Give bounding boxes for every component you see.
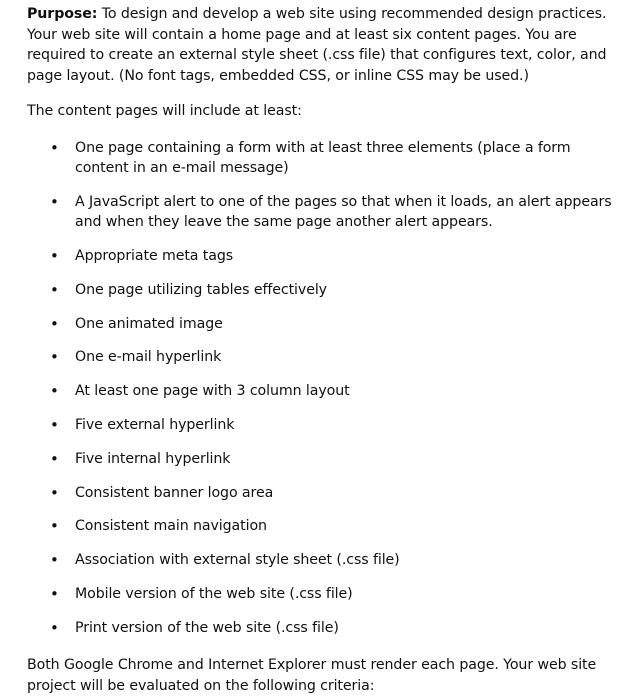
list-item — [27, 246, 612, 267]
bullet-icon: • — [50, 314, 59, 333]
list-item-text: At least one page with 3 column layout — [75, 383, 350, 400]
intro-paragraph: The content pages will include at least: — [27, 103, 302, 119]
document-body — [27, 0, 612, 696]
bullet-icon: • — [50, 382, 59, 401]
list-item — [27, 516, 612, 537]
list-item — [27, 483, 612, 504]
list-item-text: Consistent main navigation — [75, 518, 267, 535]
list-item-text: One animated image — [75, 315, 223, 332]
bullet-icon: • — [50, 483, 59, 502]
list-item — [27, 314, 612, 335]
bullet-icon: • — [50, 280, 59, 299]
list-item — [27, 381, 612, 402]
purpose-label: Purpose: — [27, 6, 98, 22]
bullet-icon: • — [50, 247, 59, 266]
list-item — [27, 138, 612, 179]
purpose-text: To design and develop a web site using recommended design practices. Your web site will contain a home page and at least six content pages. You are required to create an external style sheet (.css file) that configures text, color, and page layout. (No font tags, embedded CSS, or inline CSS may be used.) — [27, 6, 607, 84]
list-item-text: A JavaScript alert to one of the pages so that when it loads, an alert appears and when they leave the same page another alert appears. — [75, 193, 612, 231]
bullet-icon: • — [50, 138, 59, 157]
list-item-text: Mobile version of the web site (.css file) — [75, 586, 353, 603]
bullet-icon: • — [50, 618, 59, 637]
list-item — [27, 449, 612, 470]
list-item-text: Association with external style sheet (.css file) — [75, 552, 400, 569]
list-item — [27, 347, 612, 368]
list-item — [27, 618, 612, 639]
bullet-icon: • — [50, 449, 59, 468]
bullet-icon: • — [50, 585, 59, 604]
bullet-icon: • — [50, 192, 59, 211]
requirements-list — [27, 138, 612, 639]
list-item — [27, 550, 612, 571]
purpose-paragraph — [27, 0, 612, 86]
list-item-text: One e-mail hyperlink — [75, 349, 222, 366]
list-item-text: One page containing a form with at least three elements (place a form content in an e-mail message) — [75, 139, 571, 176]
list-item — [27, 415, 612, 436]
outro-paragraph: Both Google Chrome and Internet Explorer must render each page. Your web site project will be evaluated on the following criteria: — [27, 657, 597, 694]
list-item-text: Appropriate meta tags — [75, 248, 234, 265]
list-item-text: One page utilizing tables effectively — [75, 281, 327, 298]
list-item — [27, 280, 612, 301]
list-item — [27, 584, 612, 605]
list-item-text: Print version of the web site (.css file) — [75, 619, 339, 636]
list-item-text: Five internal hyperlink — [75, 450, 231, 467]
bullet-icon: • — [50, 517, 59, 536]
list-item-text: Five external hyperlink — [75, 417, 235, 434]
bullet-icon: • — [50, 416, 59, 435]
bullet-icon: • — [50, 551, 59, 570]
bullet-icon: • — [50, 348, 59, 367]
list-item — [27, 192, 612, 233]
list-item-text: Consistent banner logo area — [75, 484, 274, 501]
